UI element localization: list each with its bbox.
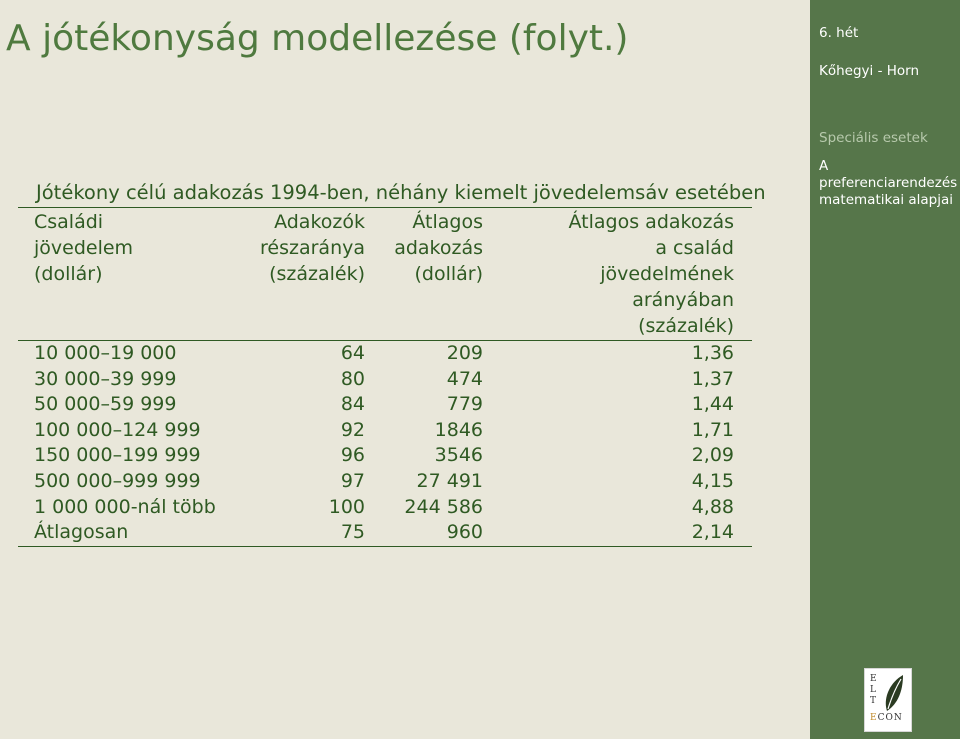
cell-income: 30 000–39 999 (34, 367, 177, 390)
table-row (18, 367, 752, 393)
cell-donor-share: 80 (340, 367, 365, 390)
cell-donor-share: 64 (340, 342, 365, 364)
cell-income-share: 1,37 (691, 367, 734, 390)
table-row-average (18, 520, 752, 546)
cell-income: 10 000–19 000 (34, 342, 177, 364)
logo-letters: E L T (870, 674, 877, 706)
cell-income: 500 000–999 999 (34, 469, 201, 492)
frame-title: A jótékonyság modellezése (folyt.) (6, 18, 629, 59)
sidebar (810, 0, 960, 739)
header-family-income: Családi jövedelem (dollár) (34, 211, 134, 285)
cell-income: 1 000 000-nál több (34, 495, 216, 518)
table-header-row (18, 208, 752, 341)
cell-donor-share: 92 (340, 418, 365, 441)
cell-average-donation: 27 491 (416, 469, 483, 492)
cell-donor-share: 100 (328, 495, 365, 518)
cell-income-share: 4,88 (691, 495, 734, 518)
cell-donor-share: 84 (340, 393, 365, 416)
sidebar-week: 6. hét (819, 25, 859, 41)
elte-econ-logo (864, 668, 912, 732)
cell-income-share: 2,14 (691, 521, 734, 544)
cell-donor-share: 97 (340, 469, 365, 492)
table-row (18, 495, 752, 521)
table-row (18, 418, 752, 444)
cell-average-donation: 244 586 (404, 495, 483, 518)
header-donor-share: Adakozók részaránya (százalék) (260, 211, 365, 285)
sidebar-subsection-link[interactable]: A preferenciarendezés matematikai alapjai (819, 158, 958, 208)
sidebar-section-link[interactable]: Speciális esetek (819, 130, 928, 146)
cell-income-share: 2,09 (691, 444, 734, 467)
cell-donor-share: 75 (340, 521, 365, 544)
cell-income: 150 000–199 999 (34, 444, 201, 467)
table-row (18, 443, 752, 469)
leaf-icon (879, 673, 907, 713)
cell-average-donation: 1846 (434, 418, 483, 441)
logo-econ-text: ECON (870, 713, 903, 723)
cell-average-donation: 3546 (434, 444, 483, 467)
cell-income: 50 000–59 999 (34, 393, 177, 416)
cell-income: 100 000–124 999 (34, 418, 201, 441)
header-average-donation: Átlagos adakozás (dollár) (394, 211, 483, 285)
cell-income-share: 1,44 (691, 393, 734, 416)
table-row (18, 392, 752, 418)
cell-income-share: 4,15 (691, 469, 734, 492)
cell-income: Átlagosan (34, 521, 129, 544)
cell-donor-share: 96 (340, 444, 365, 467)
table-row (18, 341, 752, 367)
cell-average-donation: 779 (446, 393, 483, 416)
income-donation-table (18, 207, 752, 547)
cell-average-donation: 474 (446, 367, 483, 390)
sidebar-authors: Kőhegyi - Horn (819, 63, 920, 79)
table-caption: Jótékony célú adakozás 1994-ben, néhány kiemelt jövedelemsáv esetében (36, 181, 766, 204)
cell-income-share: 1,36 (691, 342, 734, 364)
header-donation-share-of-income: Átlagos adakozás a család jövedelmének arányában (százalék) (568, 211, 734, 337)
cell-average-donation: 960 (446, 521, 483, 544)
cell-income-share: 1,71 (691, 418, 734, 441)
table-row (18, 469, 752, 495)
cell-average-donation: 209 (446, 342, 483, 364)
